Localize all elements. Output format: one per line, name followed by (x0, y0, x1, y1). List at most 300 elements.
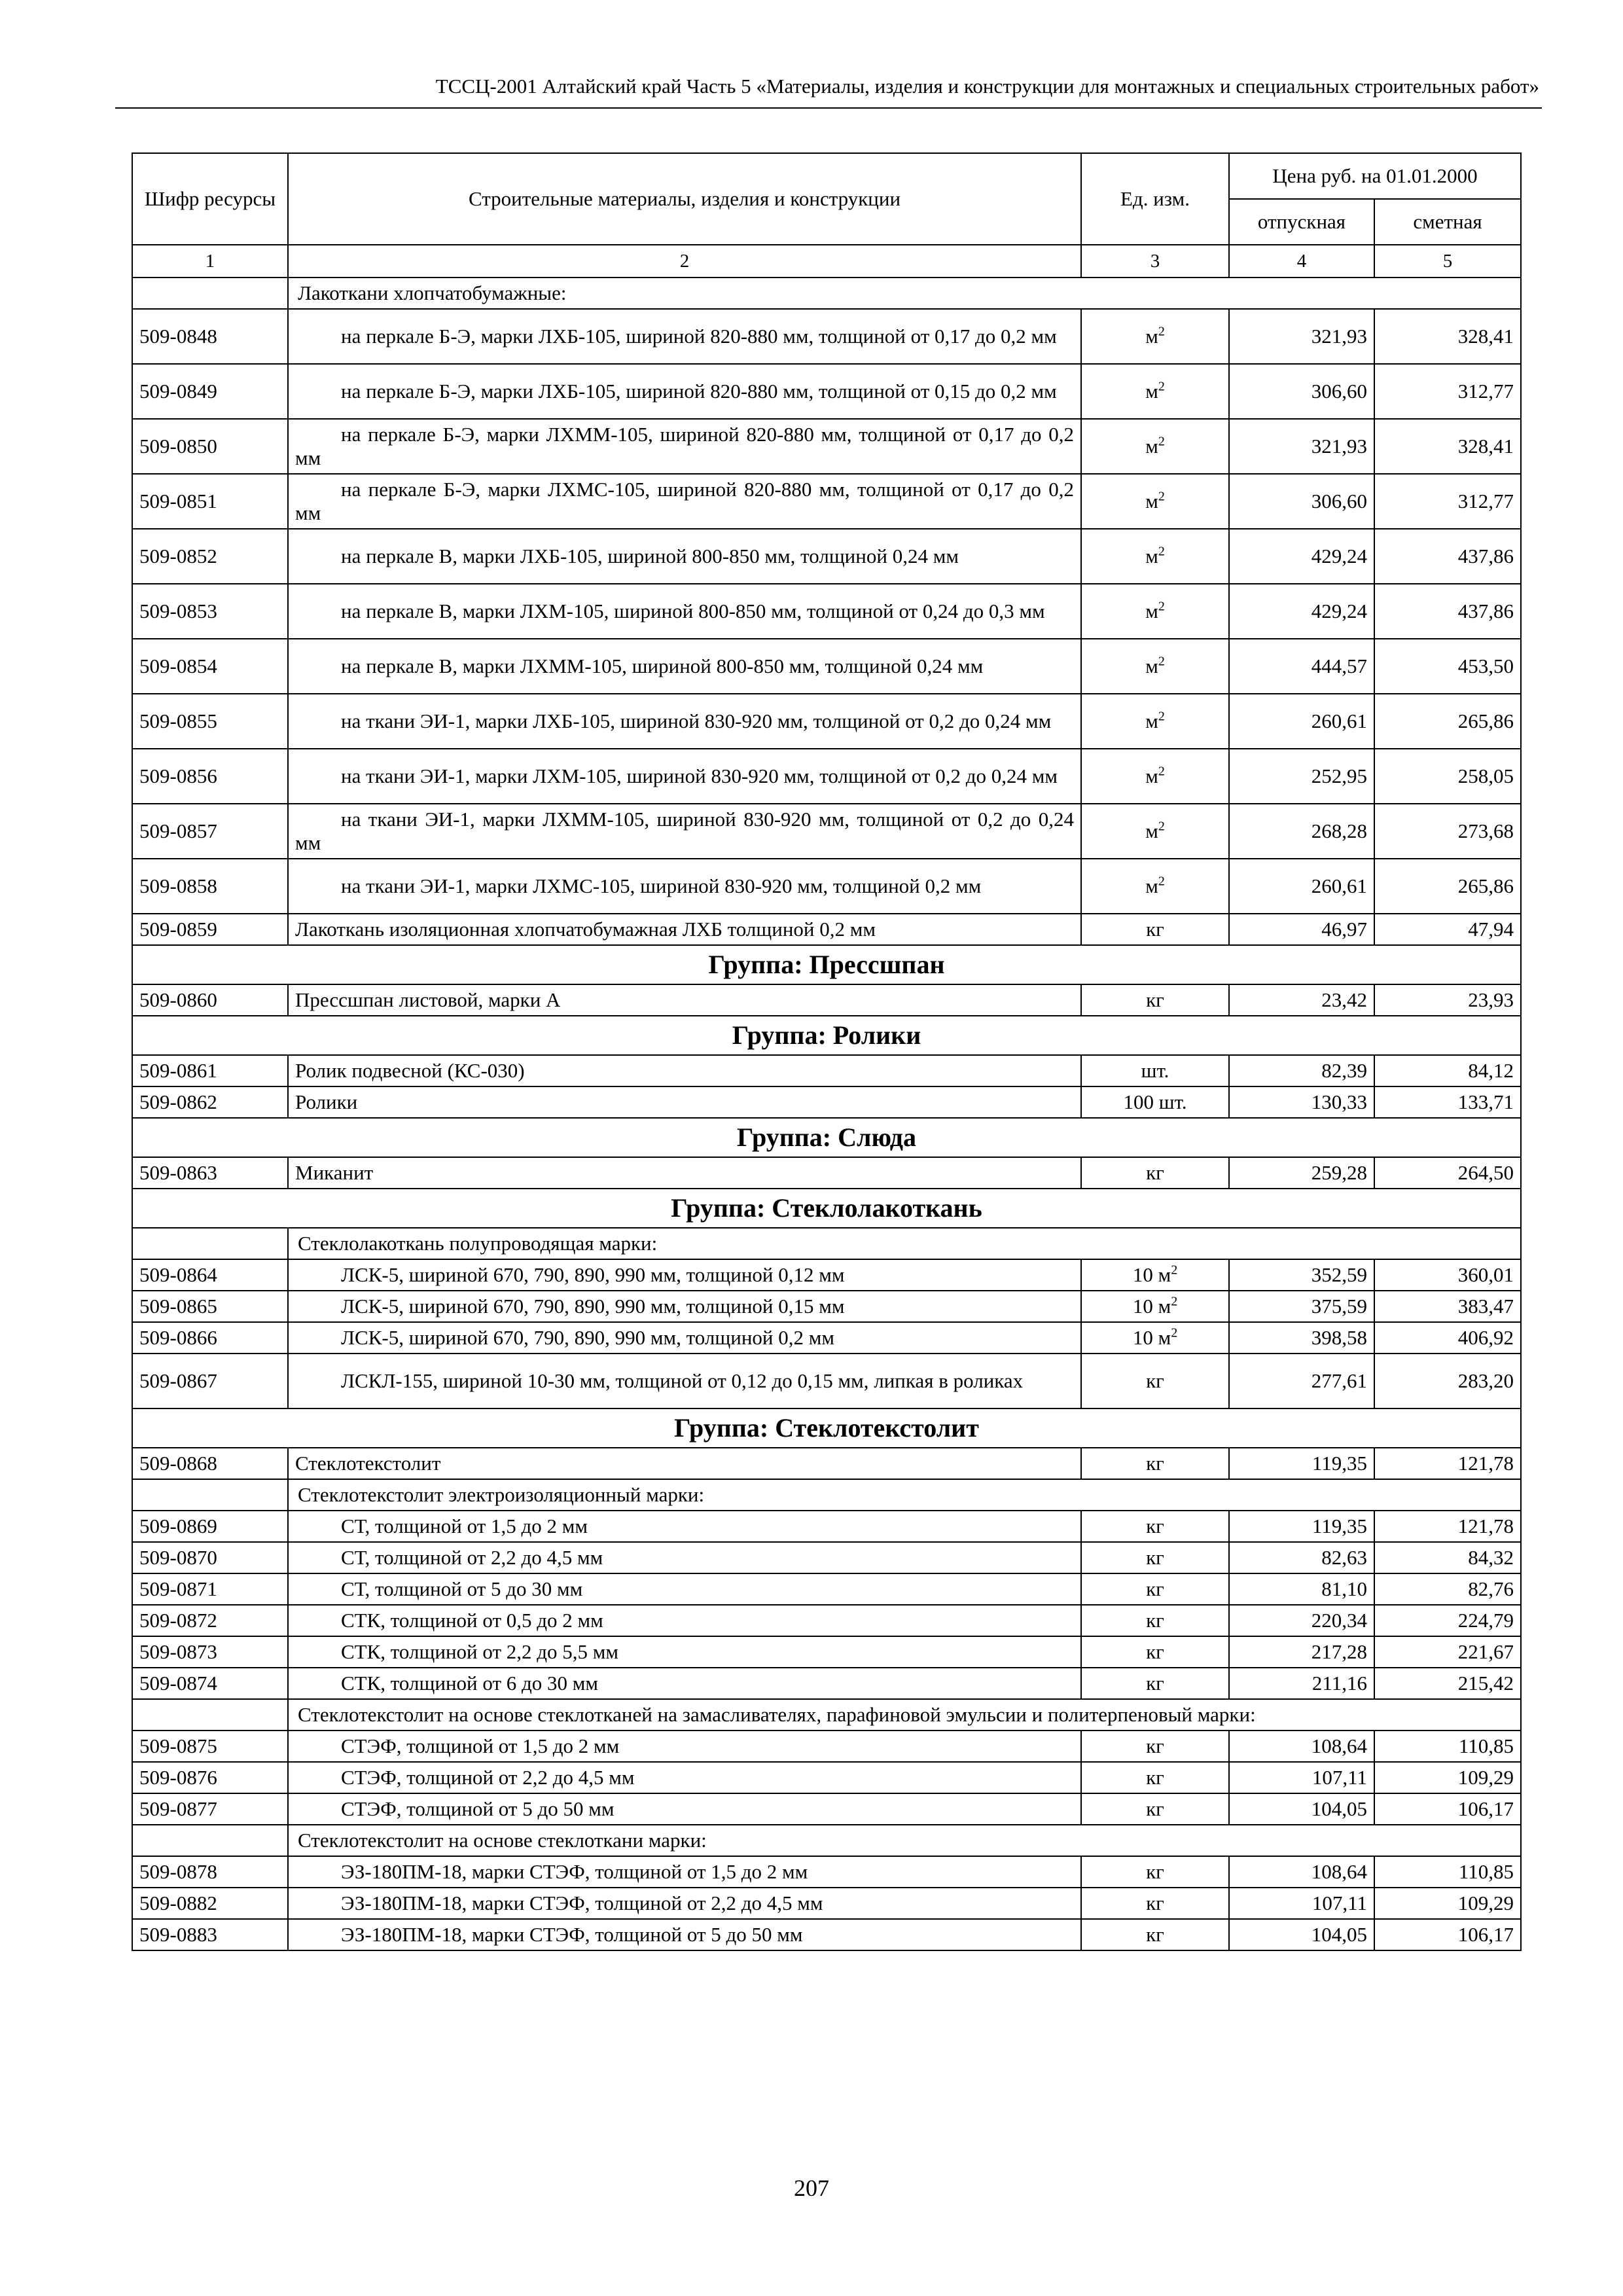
unit-text: кг (1146, 1609, 1164, 1632)
material-description (288, 639, 1081, 694)
material-description (288, 364, 1081, 419)
unit-text: м (1145, 380, 1158, 403)
resource-code: 509-0868 (132, 1448, 288, 1479)
table-row (132, 1157, 1521, 1189)
empty-cell (132, 1479, 288, 1511)
group-heading-row (132, 1189, 1521, 1228)
unit-cell (1081, 1919, 1229, 1950)
price-release: 352,59 (1229, 1259, 1374, 1291)
unit-cell (1081, 1259, 1229, 1291)
material-description (288, 1919, 1081, 1950)
resource-code: 509-0866 (132, 1322, 288, 1354)
resource-code: 509-0858 (132, 859, 288, 914)
unit-cell (1081, 584, 1229, 639)
unit-exponent: 2 (1158, 819, 1165, 834)
material-description (288, 1793, 1081, 1825)
description-text: на ткани ЭИ-1, марки ЛХМС-105, шириной 830-920 мм, толщиной 0,2 мм (341, 874, 982, 897)
material-description (288, 1448, 1081, 1479)
price-release: 321,93 (1229, 309, 1374, 364)
group-heading-row (132, 1118, 1521, 1157)
unit-cell (1081, 749, 1229, 804)
unit-cell (1081, 1888, 1229, 1919)
price-release: 82,63 (1229, 1542, 1374, 1573)
price-estimate: 109,29 (1374, 1762, 1521, 1793)
unit-text: кг (1146, 1672, 1164, 1695)
unit-exponent: 2 (1158, 764, 1165, 779)
column-number: 5 (1374, 245, 1521, 278)
table-row (132, 1636, 1521, 1668)
material-description (288, 1605, 1081, 1636)
unit-text: кг (1146, 1577, 1164, 1600)
price-release: 375,59 (1229, 1291, 1374, 1322)
material-description (288, 1668, 1081, 1699)
price-estimate: 453,50 (1374, 639, 1521, 694)
table-row (132, 1731, 1521, 1762)
table-row (132, 1511, 1521, 1542)
table-row (132, 1888, 1521, 1919)
resource-code: 509-0849 (132, 364, 288, 419)
unit-text: кг (1146, 988, 1164, 1011)
material-description (288, 694, 1081, 749)
unit-text: кг (1146, 1369, 1164, 1392)
description-text: на перкале В, марки ЛХБ-105, шириной 800-850 мм, толщиной 0,24 мм (341, 545, 959, 567)
price-estimate: 215,42 (1374, 1668, 1521, 1699)
table-row (132, 859, 1521, 914)
resource-code: 509-0872 (132, 1605, 288, 1636)
material-description (288, 914, 1081, 945)
unit-cell (1081, 1668, 1229, 1699)
column-numbers-row (132, 245, 1521, 278)
resource-code: 509-0857 (132, 804, 288, 859)
resource-code: 509-0876 (132, 1762, 288, 1793)
description-text: на перкале В, марки ЛХММ-105, шириной 800-850 мм, толщиной 0,24 мм (341, 655, 984, 677)
table-row (132, 1291, 1521, 1322)
resource-code: 509-0874 (132, 1668, 288, 1699)
resource-code: 509-0859 (132, 914, 288, 945)
group-heading-row (132, 1408, 1521, 1448)
price-estimate: 23,93 (1374, 984, 1521, 1016)
subsection-row (132, 1825, 1521, 1856)
table-row (132, 364, 1521, 419)
header-price-release: отпускная (1229, 199, 1374, 245)
unit-exponent: 2 (1158, 874, 1165, 889)
page-header (115, 73, 1542, 109)
resource-code: 509-0877 (132, 1793, 288, 1825)
resource-code: 509-0867 (132, 1354, 288, 1408)
description-text: ЛСК-5, шириной 670, 790, 890, 990 мм, толщиной 0,12 мм (341, 1263, 845, 1286)
unit-exponent: 2 (1171, 1294, 1178, 1309)
unit-exponent: 2 (1158, 324, 1165, 339)
empty-cell (132, 1228, 288, 1259)
unit-exponent: 2 (1158, 599, 1165, 614)
resource-code: 509-0855 (132, 694, 288, 749)
unit-text: 10 м (1132, 1295, 1171, 1318)
price-table-body (132, 278, 1521, 1950)
price-estimate: 437,86 (1374, 529, 1521, 584)
price-release: 260,61 (1229, 859, 1374, 914)
column-number: 2 (288, 245, 1081, 278)
table-row (132, 749, 1521, 804)
unit-text: кг (1146, 1892, 1164, 1914)
unit-exponent: 2 (1158, 434, 1165, 449)
column-number: 1 (132, 245, 288, 278)
description-text: СТК, толщиной от 2,2 до 5,5 мм (341, 1640, 619, 1663)
resource-code: 509-0856 (132, 749, 288, 804)
price-release: 130,33 (1229, 1086, 1374, 1118)
price-release: 398,58 (1229, 1322, 1374, 1354)
unit-text: кг (1146, 1734, 1164, 1757)
table-row (132, 694, 1521, 749)
unit-cell (1081, 1793, 1229, 1825)
unit-exponent: 2 (1158, 654, 1165, 669)
price-release: 217,28 (1229, 1636, 1374, 1668)
price-release: 119,35 (1229, 1511, 1374, 1542)
price-estimate: 110,85 (1374, 1856, 1521, 1888)
group-heading: Группа: Стеклотекстолит (132, 1408, 1521, 1448)
price-table-header (132, 153, 1521, 278)
table-row (132, 1668, 1521, 1699)
price-estimate: 106,17 (1374, 1793, 1521, 1825)
unit-cell (1081, 1511, 1229, 1542)
unit-text: кг (1146, 1515, 1164, 1537)
subsection-row (132, 1479, 1521, 1511)
unit-text: кг (1146, 1546, 1164, 1569)
material-description (288, 1322, 1081, 1354)
subsection-row (132, 278, 1521, 309)
unit-exponent: 2 (1171, 1325, 1178, 1340)
empty-cell (132, 278, 288, 309)
resource-code: 509-0854 (132, 639, 288, 694)
price-release: 220,34 (1229, 1605, 1374, 1636)
unit-text: шт. (1141, 1059, 1169, 1082)
unit-cell (1081, 1605, 1229, 1636)
unit-cell (1081, 639, 1229, 694)
description-text: Лакоткань изоляционная хлопчатобумажная ЛХБ толщиной 0,2 мм (295, 918, 876, 941)
group-heading-row (132, 1016, 1521, 1055)
unit-exponent: 2 (1158, 489, 1165, 504)
column-number: 3 (1081, 245, 1229, 278)
unit-text: м (1145, 709, 1158, 732)
group-heading-row (132, 945, 1521, 984)
group-heading: Группа: Прессшпан (132, 945, 1521, 984)
description-text: на перкале В, марки ЛХМ-105, шириной 800-850 мм, толщиной от 0,24 до 0,3 мм (341, 600, 1045, 622)
description-text: Прессшпан листовой, марки А (295, 988, 561, 1011)
unit-text: м (1145, 819, 1158, 842)
table-row (132, 1762, 1521, 1793)
resource-code: 509-0875 (132, 1731, 288, 1762)
unit-cell (1081, 474, 1229, 529)
unit-text: 10 м (1132, 1263, 1171, 1286)
unit-text: кг (1146, 1923, 1164, 1946)
price-release: 268,28 (1229, 804, 1374, 859)
material-description (288, 859, 1081, 914)
page-header-text: ТССЦ-2001 Алтайский край Часть 5 «Материалы, изделия и конструкции для монтажных и специальных строительных работ» (435, 75, 1539, 98)
resource-code: 509-0852 (132, 529, 288, 584)
description-text: СТЭФ, толщиной от 1,5 до 2 мм (341, 1734, 620, 1757)
price-release: 46,97 (1229, 914, 1374, 945)
resource-code: 509-0864 (132, 1259, 288, 1291)
unit-cell (1081, 1731, 1229, 1762)
description-text: на ткани ЭИ-1, марки ЛХММ-105, шириной 830-920 мм, толщиной от 0,2 до 0,24 мм (295, 808, 1074, 854)
resource-code: 509-0848 (132, 309, 288, 364)
group-heading: Группа: Слюда (132, 1118, 1521, 1157)
table-row (132, 529, 1521, 584)
price-release: 252,95 (1229, 749, 1374, 804)
unit-text: м (1145, 545, 1158, 567)
description-text: Стеклотекстолит (295, 1452, 441, 1475)
resource-code: 509-0878 (132, 1856, 288, 1888)
unit-cell (1081, 1055, 1229, 1086)
material-description (288, 1731, 1081, 1762)
unit-exponent: 2 (1158, 544, 1165, 559)
unit-cell (1081, 1636, 1229, 1668)
resource-code: 509-0865 (132, 1291, 288, 1322)
table-row (132, 1055, 1521, 1086)
table-row (132, 1086, 1521, 1118)
material-description (288, 309, 1081, 364)
empty-cell (132, 1825, 288, 1856)
price-estimate: 328,41 (1374, 419, 1521, 474)
material-description (288, 419, 1081, 474)
price-estimate: 328,41 (1374, 309, 1521, 364)
table-row (132, 804, 1521, 859)
price-release: 82,39 (1229, 1055, 1374, 1086)
unit-text: кг (1146, 1640, 1164, 1663)
material-description (288, 1354, 1081, 1408)
price-table (132, 152, 1522, 1951)
table-row (132, 1354, 1521, 1408)
price-estimate: 84,12 (1374, 1055, 1521, 1086)
resource-code: 509-0882 (132, 1888, 288, 1919)
price-estimate: 121,78 (1374, 1511, 1521, 1542)
unit-cell (1081, 1542, 1229, 1573)
resource-code: 509-0861 (132, 1055, 288, 1086)
resource-code: 509-0850 (132, 419, 288, 474)
description-text: на ткани ЭИ-1, марки ЛХМ-105, шириной 830-920 мм, толщиной от 0,2 до 0,24 мм (341, 764, 1058, 787)
table-row (132, 1573, 1521, 1605)
price-estimate: 265,86 (1374, 694, 1521, 749)
empty-cell (132, 1699, 288, 1731)
unit-exponent: 2 (1158, 709, 1165, 724)
unit-cell (1081, 1291, 1229, 1322)
material-description (288, 984, 1081, 1016)
table-row (132, 914, 1521, 945)
price-estimate: 360,01 (1374, 1259, 1521, 1291)
description-text: СТК, толщиной от 6 до 30 мм (341, 1672, 599, 1695)
material-description (288, 1542, 1081, 1573)
material-description (288, 1157, 1081, 1189)
header-price-estimate: сметная (1374, 199, 1521, 245)
price-release: 107,11 (1229, 1762, 1374, 1793)
table-row (132, 474, 1521, 529)
subsection-title: Стеклолакоткань полупроводящая марки: (288, 1228, 1521, 1259)
resource-code: 509-0863 (132, 1157, 288, 1189)
unit-cell (1081, 914, 1229, 945)
table-row (132, 1448, 1521, 1479)
table-row (132, 1605, 1521, 1636)
price-release: 277,61 (1229, 1354, 1374, 1408)
unit-cell (1081, 1448, 1229, 1479)
price-estimate: 406,92 (1374, 1322, 1521, 1354)
unit-cell (1081, 309, 1229, 364)
unit-cell (1081, 1856, 1229, 1888)
price-release: 108,64 (1229, 1856, 1374, 1888)
header-unit: Ед. изм. (1081, 153, 1229, 245)
unit-cell (1081, 1086, 1229, 1118)
description-text: на перкале Б-Э, марки ЛХМС-105, шириной 820-880 мм, толщиной от 0,17 до 0,2 мм (295, 478, 1074, 524)
price-estimate: 82,76 (1374, 1573, 1521, 1605)
resource-code: 509-0853 (132, 584, 288, 639)
material-description (288, 1259, 1081, 1291)
unit-cell (1081, 1762, 1229, 1793)
price-estimate: 312,77 (1374, 474, 1521, 529)
price-release: 306,60 (1229, 474, 1374, 529)
unit-cell (1081, 694, 1229, 749)
subsection-row (132, 1228, 1521, 1259)
unit-text: 100 шт. (1123, 1090, 1187, 1113)
resource-code: 509-0883 (132, 1919, 288, 1950)
description-text: ЛСКЛ-155, шириной 10-30 мм, толщиной от 0,12 до 0,15 мм, липкая в роликах (341, 1369, 1024, 1392)
table-row (132, 1793, 1521, 1825)
unit-text: м (1145, 600, 1158, 622)
unit-text: м (1145, 490, 1158, 512)
group-heading: Группа: Ролики (132, 1016, 1521, 1055)
unit-text: кг (1146, 1797, 1164, 1820)
price-estimate: 121,78 (1374, 1448, 1521, 1479)
unit-exponent: 2 (1158, 379, 1165, 394)
price-estimate: 383,47 (1374, 1291, 1521, 1322)
price-release: 429,24 (1229, 529, 1374, 584)
price-estimate: 224,79 (1374, 1605, 1521, 1636)
price-estimate: 265,86 (1374, 859, 1521, 914)
unit-exponent: 2 (1171, 1263, 1178, 1278)
description-text: Ролик подвесной (КС-030) (295, 1059, 525, 1082)
price-release: 321,93 (1229, 419, 1374, 474)
material-description (288, 1573, 1081, 1605)
table-row (132, 1542, 1521, 1573)
description-text: на перкале Б-Э, марки ЛХБ-105, шириной 820-880 мм, толщиной от 0,15 до 0,2 мм (341, 380, 1057, 403)
table-row (132, 1919, 1521, 1950)
material-description (288, 804, 1081, 859)
unit-cell (1081, 419, 1229, 474)
group-heading: Группа: Стеклолакоткань (132, 1189, 1521, 1228)
unit-cell (1081, 804, 1229, 859)
unit-cell (1081, 1354, 1229, 1408)
unit-cell (1081, 529, 1229, 584)
price-release: 104,05 (1229, 1793, 1374, 1825)
subsection-row (132, 1699, 1521, 1731)
header-code: Шифр ресурсы (132, 153, 288, 245)
description-text: на перкале Б-Э, марки ЛХММ-105, шириной 820-880 мм, толщиной от 0,17 до 0,2 мм (295, 423, 1074, 469)
resource-code: 509-0851 (132, 474, 288, 529)
unit-text: кг (1146, 1161, 1164, 1184)
table-row (132, 419, 1521, 474)
unit-cell (1081, 1322, 1229, 1354)
subsection-title: Стеклотекстолит на основе стеклоткани марки: (288, 1825, 1521, 1856)
table-row (132, 1259, 1521, 1291)
description-text: ЛСК-5, шириной 670, 790, 890, 990 мм, толщиной 0,15 мм (341, 1295, 845, 1318)
description-text: ЭЗ-180ПМ-18, марки СТЭФ, толщиной от 2,2 до 4,5 мм (341, 1892, 823, 1914)
price-release: 108,64 (1229, 1731, 1374, 1762)
material-description (288, 1856, 1081, 1888)
resource-code: 509-0869 (132, 1511, 288, 1542)
table-row (132, 639, 1521, 694)
table-row (132, 984, 1521, 1016)
price-release: 81,10 (1229, 1573, 1374, 1605)
subsection-title: Лакоткани хлопчатобумажные: (288, 278, 1521, 309)
price-release: 444,57 (1229, 639, 1374, 694)
price-release: 119,35 (1229, 1448, 1374, 1479)
unit-cell (1081, 364, 1229, 419)
price-release: 107,11 (1229, 1888, 1374, 1919)
material-description (288, 584, 1081, 639)
unit-text: 10 м (1132, 1326, 1171, 1349)
description-text: Ролики (295, 1090, 358, 1113)
material-description (288, 1511, 1081, 1542)
description-text: СТК, толщиной от 0,5 до 2 мм (341, 1609, 603, 1632)
price-estimate: 264,50 (1374, 1157, 1521, 1189)
column-number: 4 (1229, 245, 1374, 278)
material-description (288, 1762, 1081, 1793)
unit-text: м (1145, 874, 1158, 897)
description-text: СТЭФ, толщиной от 5 до 50 мм (341, 1797, 615, 1820)
material-description (288, 1055, 1081, 1086)
unit-cell (1081, 984, 1229, 1016)
price-release: 260,61 (1229, 694, 1374, 749)
unit-cell (1081, 1157, 1229, 1189)
price-release: 211,16 (1229, 1668, 1374, 1699)
description-text: ЭЗ-180ПМ-18, марки СТЭФ, толщиной от 5 до 50 мм (341, 1923, 803, 1946)
unit-text: кг (1146, 1452, 1164, 1475)
table-row (132, 309, 1521, 364)
description-text: СТЭФ, толщиной от 2,2 до 4,5 мм (341, 1766, 635, 1789)
price-release: 259,28 (1229, 1157, 1374, 1189)
material-description (288, 1888, 1081, 1919)
material-description (288, 474, 1081, 529)
description-text: СТ, толщиной от 1,5 до 2 мм (341, 1515, 588, 1537)
resource-code: 509-0873 (132, 1636, 288, 1668)
description-text: Миканит (295, 1161, 374, 1184)
price-estimate: 258,05 (1374, 749, 1521, 804)
description-text: на ткани ЭИ-1, марки ЛХБ-105, шириной 830-920 мм, толщиной от 0,2 до 0,24 мм (341, 709, 1052, 732)
material-description (288, 1086, 1081, 1118)
header-name: Строительные материалы, изделия и конструкции (288, 153, 1081, 245)
resource-code: 509-0860 (132, 984, 288, 1016)
header-price-group: Цена руб. на 01.01.2000 (1229, 153, 1521, 199)
description-text: СТ, толщиной от 5 до 30 мм (341, 1577, 583, 1600)
description-text: СТ, толщиной от 2,2 до 4,5 мм (341, 1546, 603, 1569)
price-estimate: 283,20 (1374, 1354, 1521, 1408)
resource-code: 509-0862 (132, 1086, 288, 1118)
price-estimate: 110,85 (1374, 1731, 1521, 1762)
price-estimate: 84,32 (1374, 1542, 1521, 1573)
table-row (132, 1856, 1521, 1888)
subsection-title: Стеклотекстолит электроизоляционный марки: (288, 1479, 1521, 1511)
price-estimate: 312,77 (1374, 364, 1521, 419)
description-text: ЛСК-5, шириной 670, 790, 890, 990 мм, толщиной 0,2 мм (341, 1326, 834, 1349)
description-text: на перкале Б-Э, марки ЛХБ-105, шириной 820-880 мм, толщиной от 0,17 до 0,2 мм (341, 325, 1057, 348)
material-description (288, 1636, 1081, 1668)
price-estimate: 437,86 (1374, 584, 1521, 639)
price-estimate: 47,94 (1374, 914, 1521, 945)
description-text: ЭЗ-180ПМ-18, марки СТЭФ, толщиной от 1,5 до 2 мм (341, 1860, 808, 1883)
page-number: 207 (794, 2175, 829, 2201)
unit-text: кг (1146, 1860, 1164, 1883)
unit-text: м (1145, 655, 1158, 677)
price-estimate: 273,68 (1374, 804, 1521, 859)
price-estimate: 133,71 (1374, 1086, 1521, 1118)
unit-text: кг (1146, 1766, 1164, 1789)
